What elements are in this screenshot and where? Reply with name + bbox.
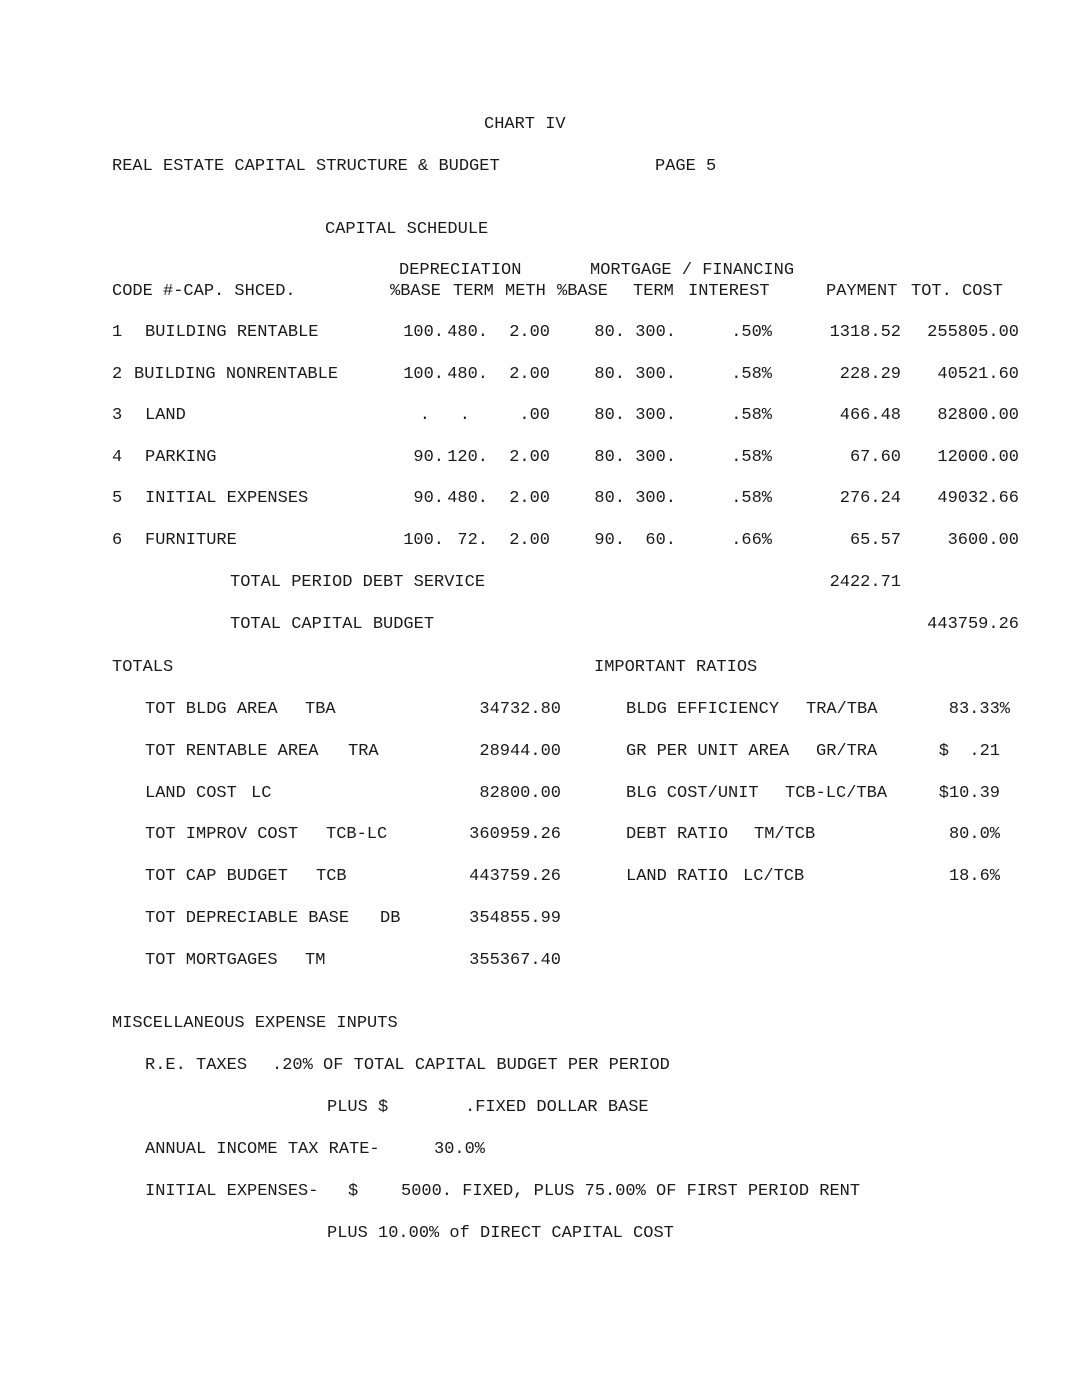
initial-expenses-dollar: $ [348, 1182, 359, 1201]
ratio-formula: LC/TCB [743, 867, 805, 886]
row-mort-term: 300. [635, 365, 676, 384]
ratio-value: $10.39 [938, 784, 1000, 803]
total-label: TOT DEPRECIABLE BASE [145, 909, 350, 928]
row-mort-base: 80. [594, 406, 625, 425]
row-dep-base: 90. [413, 489, 444, 508]
direct-capital-cost-text: PLUS 10.00% of DIRECT CAPITAL COST [327, 1224, 674, 1243]
row-interest: .58% [731, 406, 772, 425]
section-title: CAPITAL SCHEDULE [325, 220, 489, 239]
ratio-formula: TRA/TBA [806, 700, 878, 719]
row-dep-base: 100. [403, 365, 444, 384]
row-interest: .58% [731, 448, 772, 467]
row-dep-meth: .00 [519, 406, 550, 425]
column-header-dep-meth: METH [505, 282, 546, 301]
row-code: 5 [112, 489, 123, 508]
total-code: TBA [305, 700, 336, 719]
total-capital-budget-value: 443759.26 [927, 615, 1019, 634]
row-name: BUILDING RENTABLE [145, 323, 319, 342]
row-tot-cost: 255805.00 [927, 323, 1019, 342]
total-code: DB [380, 909, 401, 928]
row-name: PARKING [145, 448, 217, 467]
row-mort-term: 300. [635, 323, 676, 342]
row-dep-term: 480. [447, 489, 488, 508]
total-label: LAND COST [145, 784, 237, 803]
ratio-formula: GR/TRA [816, 742, 878, 761]
ratio-formula: TCB-LC/TBA [785, 784, 888, 803]
row-mort-base: 80. [594, 323, 625, 342]
ratio-formula: TM/TCB [754, 825, 816, 844]
ratio-label: BLDG EFFICIENCY [626, 700, 780, 719]
total-code: TM [305, 951, 326, 970]
row-mort-base: 90. [594, 531, 625, 550]
total-code: TRA [348, 742, 379, 761]
row-mort-base: 80. [594, 365, 625, 384]
column-header-interest: INTEREST [688, 282, 770, 301]
row-interest: .66% [731, 531, 772, 550]
page-number: PAGE 5 [655, 157, 717, 176]
ratio-value: 18.6% [948, 867, 1000, 886]
ratio-value: 83.33% [948, 700, 1010, 719]
total-value: 34732.80 [479, 700, 561, 719]
document-title: REAL ESTATE CAPITAL STRUCTURE & BUDGET [112, 157, 500, 176]
row-mort-term: 300. [635, 448, 676, 467]
row-payment: 466.48 [839, 406, 901, 425]
ratio-label: LAND RATIO [626, 867, 729, 886]
row-code: 3 [112, 406, 123, 425]
column-header-mort-base: %BASE [557, 282, 609, 301]
row-interest: .58% [731, 489, 772, 508]
row-dep-meth: 2.00 [509, 365, 550, 384]
column-header-tot-cost: TOT. COST [911, 282, 1003, 301]
re-taxes-label: R.E. TAXES [145, 1056, 248, 1075]
row-code: 1 [112, 323, 123, 342]
row-mort-term: 300. [635, 406, 676, 425]
total-code: TCB-LC [326, 825, 388, 844]
row-payment: 67.60 [849, 448, 901, 467]
ratio-label: DEBT RATIO [626, 825, 729, 844]
total-value: 355367.40 [469, 951, 561, 970]
depreciation-group-header: DEPRECIATION [399, 261, 522, 280]
total-value: 360959.26 [469, 825, 561, 844]
row-dep-base: 100. [403, 323, 444, 342]
row-interest: .58% [731, 365, 772, 384]
row-dep-base: 90. [413, 448, 444, 467]
row-name: INITIAL EXPENSES [145, 489, 309, 508]
row-dep-term: . [459, 406, 470, 425]
re-taxes-text: .20% OF TOTAL CAPITAL BUDGET PER PERIOD [272, 1056, 670, 1075]
total-value: 28944.00 [479, 742, 561, 761]
ratio-value: $ .21 [938, 742, 1000, 761]
mortgage-group-header: MORTGAGE / FINANCING [590, 261, 795, 280]
row-tot-cost: 49032.66 [937, 489, 1019, 508]
initial-expenses-label: INITIAL EXPENSES- [145, 1182, 319, 1201]
row-mort-term: 300. [635, 489, 676, 508]
row-dep-meth: 2.00 [509, 489, 550, 508]
total-label: TOT MORTGAGES [145, 951, 278, 970]
plus-dollar-label: PLUS $ [327, 1098, 389, 1117]
misc-heading: MISCELLANEOUS EXPENSE INPUTS [112, 1014, 398, 1033]
total-debt-service-label: TOTAL PERIOD DEBT SERVICE [230, 573, 486, 592]
row-code: 2 [112, 365, 123, 384]
row-payment: 228.29 [839, 365, 901, 384]
total-value: 354855.99 [469, 909, 561, 928]
ratio-label: BLG COST/UNIT [626, 784, 759, 803]
total-capital-budget-label: TOTAL CAPITAL BUDGET [230, 615, 435, 634]
total-value: 82800.00 [479, 784, 561, 803]
row-mort-base: 80. [594, 448, 625, 467]
row-dep-base: 100. [403, 531, 444, 550]
row-payment: 65.57 [849, 531, 901, 550]
ratios-heading: IMPORTANT RATIOS [594, 658, 758, 677]
ratio-value: 80.0% [948, 825, 1000, 844]
ratio-label: GR PER UNIT AREA [626, 742, 790, 761]
total-value: 443759.26 [469, 867, 561, 886]
column-header-code: CODE #-CAP. SHCED. [112, 282, 296, 301]
total-label: TOT CAP BUDGET [145, 867, 288, 886]
chart-title: CHART IV [484, 115, 566, 134]
totals-heading: TOTALS [112, 658, 174, 677]
row-dep-term: 480. [447, 365, 488, 384]
row-dep-term: 72. [457, 531, 488, 550]
row-name: BUILDING NONRENTABLE [134, 365, 339, 384]
total-code: TCB [316, 867, 347, 886]
fixed-dollar-base-text: .FIXED DOLLAR BASE [465, 1098, 649, 1117]
row-mort-term: 60. [645, 531, 676, 550]
row-tot-cost: 3600.00 [947, 531, 1019, 550]
column-header-payment: PAYMENT [826, 282, 898, 301]
row-tot-cost: 12000.00 [937, 448, 1019, 467]
row-payment: 1318.52 [829, 323, 901, 342]
total-code: LC [251, 784, 272, 803]
total-label: TOT RENTABLE AREA [145, 742, 319, 761]
row-name: LAND [145, 406, 186, 425]
row-tot-cost: 82800.00 [937, 406, 1019, 425]
row-dep-term: 120. [447, 448, 488, 467]
income-tax-value: 30.0% [434, 1140, 486, 1159]
row-mort-base: 80. [594, 489, 625, 508]
column-header-dep-term: TERM [453, 282, 494, 301]
row-payment: 276.24 [839, 489, 901, 508]
row-name: FURNITURE [145, 531, 237, 550]
row-dep-base: . [419, 406, 430, 425]
income-tax-label: ANNUAL INCOME TAX RATE- [145, 1140, 380, 1159]
row-interest: .50% [731, 323, 772, 342]
column-header-dep-base: %BASE [390, 282, 442, 301]
row-dep-term: 480. [447, 323, 488, 342]
column-header-mort-term: TERM [633, 282, 674, 301]
row-dep-meth: 2.00 [509, 531, 550, 550]
row-code: 4 [112, 448, 123, 467]
row-dep-meth: 2.00 [509, 448, 550, 467]
row-dep-meth: 2.00 [509, 323, 550, 342]
total-label: TOT BLDG AREA [145, 700, 278, 719]
row-tot-cost: 40521.60 [937, 365, 1019, 384]
initial-expenses-text: 5000. FIXED, PLUS 75.00% OF FIRST PERIOD RENT [401, 1182, 861, 1201]
row-code: 6 [112, 531, 123, 550]
total-debt-service-value: 2422.71 [829, 573, 901, 592]
total-label: TOT IMPROV COST [145, 825, 299, 844]
